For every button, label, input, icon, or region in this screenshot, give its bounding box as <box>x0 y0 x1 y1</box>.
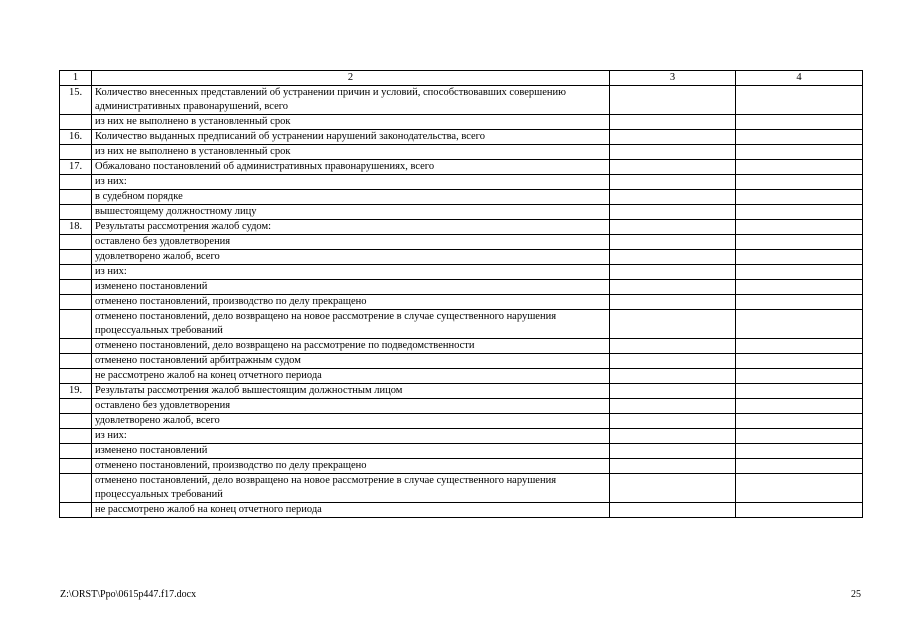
header-col-1: 1 <box>60 71 92 86</box>
row-description: отменено постановлений, дело возвращено на новое рассмотрение в случае существенного нарушения процессуальных требований <box>92 310 610 339</box>
row-value-col-4 <box>736 280 863 295</box>
row-value-col-3 <box>610 429 736 444</box>
row-number <box>60 250 92 265</box>
table-row <box>60 115 863 130</box>
row-number <box>60 205 92 220</box>
row-value-col-4 <box>736 190 863 205</box>
row-number <box>60 369 92 384</box>
row-description: не рассмотрено жалоб на конец отчетного периода <box>92 503 610 518</box>
row-value-col-3 <box>610 354 736 369</box>
row-number <box>60 459 92 474</box>
row-value-col-4 <box>736 205 863 220</box>
row-description: оставлено без удовлетворения <box>92 399 610 414</box>
row-value-col-3 <box>610 369 736 384</box>
table-row <box>60 190 863 205</box>
row-description: из них не выполнено в установленный срок <box>92 145 610 160</box>
table-header-row <box>60 71 863 86</box>
row-value-col-4 <box>736 459 863 474</box>
row-value-col-3 <box>610 86 736 115</box>
row-value-col-3 <box>610 474 736 503</box>
row-description: в судебном порядке <box>92 190 610 205</box>
row-description: из них: <box>92 429 610 444</box>
row-value-col-4 <box>736 175 863 190</box>
row-number <box>60 310 92 339</box>
row-description: из них: <box>92 175 610 190</box>
row-description: изменено постановлений <box>92 280 610 295</box>
report-table-body <box>60 71 863 518</box>
row-description: отменено постановлений, дело возвращено на рассмотрение по подведомственности <box>92 339 610 354</box>
row-description: отменено постановлений арбитражным судом <box>92 354 610 369</box>
table-row <box>60 503 863 518</box>
table-row <box>60 384 863 399</box>
table-row <box>60 339 863 354</box>
table-row <box>60 86 863 115</box>
row-number <box>60 145 92 160</box>
row-number <box>60 429 92 444</box>
row-description: удовлетворено жалоб, всего <box>92 250 610 265</box>
row-value-col-4 <box>736 235 863 250</box>
table-row <box>60 145 863 160</box>
row-value-col-4 <box>736 115 863 130</box>
row-number: 16. <box>60 130 92 145</box>
report-table <box>59 70 863 518</box>
row-value-col-3 <box>610 399 736 414</box>
table-row <box>60 369 863 384</box>
row-value-col-4 <box>736 130 863 145</box>
table-row <box>60 235 863 250</box>
row-value-col-4 <box>736 444 863 459</box>
footer-file-path: Z:\ORST\Ppo\0615p447.f17.docx <box>60 589 197 600</box>
row-description: Количество внесенных представлений об устранении причин и условий, способствовавших совершению административных правонарушений, всего <box>92 86 610 115</box>
row-value-col-4 <box>736 399 863 414</box>
table-row <box>60 399 863 414</box>
row-value-col-3 <box>610 384 736 399</box>
table-row <box>60 280 863 295</box>
row-value-col-3 <box>610 459 736 474</box>
row-description: отменено постановлений, дело возвращено на новое рассмотрение в случае существенного нарушения процессуальных требований <box>92 474 610 503</box>
row-number: 18. <box>60 220 92 235</box>
row-value-col-4 <box>736 250 863 265</box>
table-row <box>60 220 863 235</box>
row-number <box>60 265 92 280</box>
row-description: Результаты рассмотрения жалоб судом: <box>92 220 610 235</box>
row-description: Обжаловано постановлений об административных правонарушениях, всего <box>92 160 610 175</box>
row-value-col-3 <box>610 115 736 130</box>
row-description: не рассмотрено жалоб на конец отчетного периода <box>92 369 610 384</box>
row-value-col-4 <box>736 339 863 354</box>
row-number <box>60 474 92 503</box>
row-number <box>60 295 92 310</box>
row-value-col-3 <box>610 190 736 205</box>
row-value-col-4 <box>736 220 863 235</box>
row-value-col-4 <box>736 310 863 339</box>
table-row <box>60 474 863 503</box>
row-value-col-4 <box>736 86 863 115</box>
row-value-col-3 <box>610 235 736 250</box>
row-value-col-3 <box>610 444 736 459</box>
row-number <box>60 339 92 354</box>
row-value-col-4 <box>736 354 863 369</box>
row-number: 19. <box>60 384 92 399</box>
row-number <box>60 354 92 369</box>
row-description: Результаты рассмотрения жалоб вышестоящим должностным лицом <box>92 384 610 399</box>
table-row <box>60 265 863 280</box>
header-col-4: 4 <box>736 71 863 86</box>
row-value-col-3 <box>610 503 736 518</box>
row-value-col-3 <box>610 339 736 354</box>
table-row <box>60 459 863 474</box>
row-value-col-3 <box>610 205 736 220</box>
row-number <box>60 399 92 414</box>
row-value-col-4 <box>736 145 863 160</box>
table-row <box>60 205 863 220</box>
row-value-col-3 <box>610 310 736 339</box>
row-value-col-4 <box>736 429 863 444</box>
row-value-col-3 <box>610 160 736 175</box>
row-description: из них не выполнено в установленный срок <box>92 115 610 130</box>
table-row <box>60 414 863 429</box>
row-number: 17. <box>60 160 92 175</box>
row-value-col-4 <box>736 384 863 399</box>
row-value-col-4 <box>736 503 863 518</box>
table-row <box>60 295 863 310</box>
row-value-col-3 <box>610 265 736 280</box>
row-value-col-3 <box>610 145 736 160</box>
row-description: удовлетворено жалоб, всего <box>92 414 610 429</box>
row-number <box>60 444 92 459</box>
table-row <box>60 175 863 190</box>
table-row <box>60 310 863 339</box>
row-number <box>60 280 92 295</box>
row-value-col-4 <box>736 265 863 280</box>
row-number: 15. <box>60 86 92 115</box>
row-value-col-3 <box>610 280 736 295</box>
row-description: оставлено без удовлетворения <box>92 235 610 250</box>
row-description: отменено постановлений, производство по делу прекращено <box>92 295 610 310</box>
row-value-col-3 <box>610 295 736 310</box>
row-description: из них: <box>92 265 610 280</box>
row-number <box>60 175 92 190</box>
row-value-col-4 <box>736 369 863 384</box>
row-description: отменено постановлений, производство по делу прекращено <box>92 459 610 474</box>
page-number: 25 <box>851 589 861 600</box>
table-row <box>60 250 863 265</box>
row-number <box>60 190 92 205</box>
row-description: Количество выданных предписаний об устранении нарушений законодательства, всего <box>92 130 610 145</box>
header-col-3: 3 <box>610 71 736 86</box>
row-value-col-3 <box>610 414 736 429</box>
row-value-col-4 <box>736 474 863 503</box>
row-number <box>60 503 92 518</box>
row-number <box>60 235 92 250</box>
table-row <box>60 444 863 459</box>
row-number <box>60 115 92 130</box>
table-row <box>60 130 863 145</box>
table-row <box>60 429 863 444</box>
row-value-col-3 <box>610 175 736 190</box>
table-row <box>60 354 863 369</box>
header-col-2: 2 <box>92 71 610 86</box>
row-description: изменено постановлений <box>92 444 610 459</box>
row-value-col-4 <box>736 295 863 310</box>
row-value-col-3 <box>610 250 736 265</box>
row-number <box>60 414 92 429</box>
row-description: вышестоящему должностному лицу <box>92 205 610 220</box>
row-value-col-3 <box>610 130 736 145</box>
row-value-col-3 <box>610 220 736 235</box>
row-value-col-4 <box>736 414 863 429</box>
table-row <box>60 160 863 175</box>
row-value-col-4 <box>736 160 863 175</box>
